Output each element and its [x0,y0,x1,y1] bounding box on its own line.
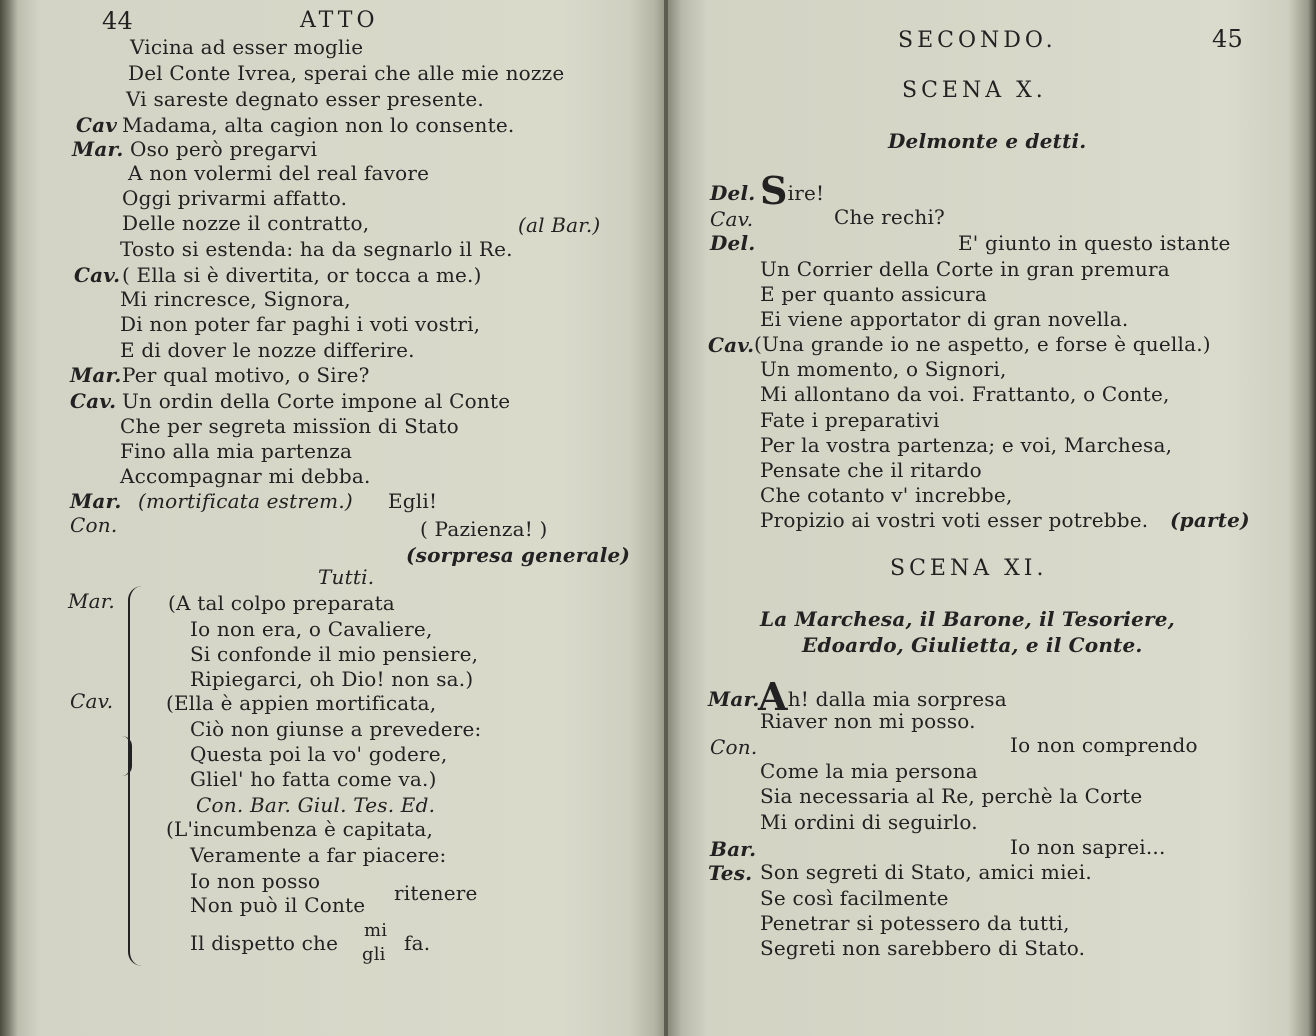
verse-line: Per la vostra partenza; e voi, Marchesa, [760,433,1173,457]
verse-line: Questa poi la vo' godere, [190,742,448,766]
speaker: Cav. [70,689,114,713]
verse-line: Che per segreta missïon di Stato [120,414,459,438]
verse-line: fa. [404,931,431,955]
verse-line: Veramente a far piacere: [190,843,447,867]
verse-line: (Una grande io ne aspetto, e forse è quella.) [754,332,1211,356]
stage-direction: (parte) [1170,508,1250,532]
speaker: Del. [710,181,756,205]
verse-line: ( Pazienza! ) [420,517,548,541]
page-number: 44 [102,7,133,35]
stage-direction: (mortificata estrem.) [138,489,353,513]
verse-line: Si confonde il mio pensiere, [190,642,479,666]
brace [128,586,144,966]
verse-line: Io non comprendo [1010,733,1198,757]
scene-cast: La Marchesa, il Barone, il Tesoriere, [760,607,1175,631]
stage-direction: (al Bar.) [518,213,601,237]
verse-line: Gliel' ho fatta come va.) [190,767,437,791]
verse-line: E' giunto in questo istante [958,231,1231,255]
verse-line: Mi ordini di seguirlo. [760,810,978,834]
verse-line: ( Ella si è divertita, or tocca a me.) [122,263,482,287]
verse-line: Sia necessaria al Re, perchè la Corte [760,784,1143,808]
verse-line: Mi allontano da voi. Frattanto, o Conte, [760,382,1170,406]
verse-line: (L'incumbenza è capitata, [166,817,434,841]
speaker: Mar. [708,687,760,711]
verse-line: ritenere [394,881,478,905]
verse-text: h! dalla mia sorpresa [787,687,1007,711]
verse-line: A non volermi del real favore [128,161,430,185]
verse-line: Un Corrier della Corte in gran premura [760,257,1170,281]
stage-direction: (sorpresa generale) [406,543,631,567]
verse-line: Ciò non giunse a prevedere: [190,717,482,741]
speaker: Cav. [710,207,754,231]
verse-line: Del Conte Ivrea, sperai che alle mie nozze [128,61,565,85]
verse-line: Come la mia persona [760,759,978,783]
speaker: Cav. [70,389,117,413]
verse-line: Segreti non sarebbero di Stato. [760,936,1086,960]
verse-line: Propizio ai vostri voti esser potrebbe. [760,508,1149,532]
verse-line: Un ordin della Corte impone al Conte [122,389,511,413]
speaker: Mar. [68,589,115,613]
verse-line: Penetrar si potessero da tutti, [760,911,1070,935]
speaker: Cav [76,113,118,137]
stage-direction: Tutti. [318,565,375,589]
verse-line: Io non posso [190,869,321,893]
scene-heading: SCENA X. [902,78,1047,103]
scene-cast: Edoardo, Giulietta, e il Conte. [802,633,1143,657]
verse-line: Ripiegarci, oh Dio! non sa.) [190,667,474,691]
verse-line: Fino alla mia partenza [120,439,353,463]
verse-line: Son segreti di Stato, amici miei. [760,860,1092,884]
scene-cast: Delmonte e detti. [888,129,1087,153]
verse-line: Oso però pregarvi [130,137,318,161]
running-head: SECONDO. [898,28,1057,53]
initial-letter: A [758,674,788,719]
verse-text: ire! [787,181,825,205]
verse-line: Che cotanto v' increbbe, [760,483,1013,507]
verse-line: Io non saprei... [1010,835,1166,859]
verse-line: Se così facilmente [760,886,949,910]
verse-line: Non può il Conte [190,893,366,917]
verse-line: Fate i preparativi [760,408,940,432]
speaker: Tes. [708,861,753,885]
verse-line: gli [362,944,386,965]
verse-line: Tosto si estenda: ha da segnarlo il Re. [120,237,513,261]
verse-line: Ei viene apportator di gran novella. [760,307,1129,331]
speaker: Mar. [70,489,122,513]
initial-letter: S [760,168,788,213]
verse-line: Un momento, o Signori, [760,357,1007,381]
verse-line: Vicina ad esser moglie [130,35,364,59]
speaker: Con. [710,735,758,759]
verse-line: Vi sareste degnato esser presente. [126,87,484,111]
stage-direction: Con. Bar. Giul. Tes. Ed. [196,793,436,817]
verse-line: Accompagnar mi debba. [120,464,371,488]
verse-line: Riaver non mi posso. [760,709,976,733]
verse-line: mi [364,920,388,941]
verse-line: Io non era, o Cavaliere, [190,617,433,641]
speaker: Mar. [70,363,122,387]
verse-line: Pensate che il ritardo [760,458,982,482]
verse-line: E per quanto assicura [760,282,988,306]
speaker: Bar. [710,837,757,861]
verse-line: Egli! [388,489,438,513]
verse-line [760,168,825,213]
speaker: Del. [710,231,756,255]
verse-line: (Ella è appien mortificata, [166,691,437,715]
speaker: Cav. [708,333,755,357]
verse-line: Oggi privarmi affatto. [122,186,348,210]
verse-line: Di non poter far paghi i voti vostri, [120,312,481,336]
verse-line: Per qual motivo, o Sire? [122,363,370,387]
scene-heading: SCENA XI. [890,556,1048,581]
right-page [668,0,1316,1036]
verse-line: Il dispetto che [190,931,339,955]
brace [120,736,132,776]
verse-line: Madama, alta cagion non lo consente. [122,113,515,137]
page-number: 45 [1212,25,1243,53]
speaker: Con. [70,513,118,537]
speaker: Cav. [74,263,121,287]
verse-line: Delle nozze il contratto, [122,211,370,235]
verse-line: Che rechi? [834,205,945,229]
running-head: ATTO [300,8,379,33]
verse-line: Mi rincresce, Signora, [120,287,351,311]
verse-line: E di dover le nozze differire. [120,338,415,362]
verse-line: (A tal colpo preparata [168,591,395,615]
speaker: Mar. [72,137,124,161]
verse-line [758,674,1007,719]
